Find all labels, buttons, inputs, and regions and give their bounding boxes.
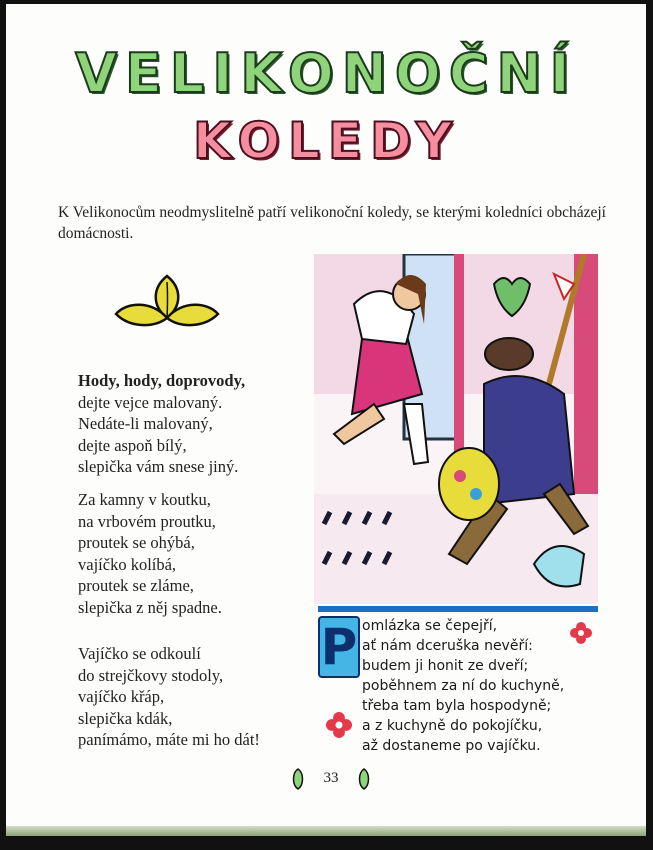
page-edge xyxy=(6,826,646,836)
title-line-1: VELIKONOČNÍ xyxy=(75,42,578,105)
verse-line: a z kuchyně do pokojíčku, xyxy=(362,718,543,734)
poem-line: slepička z něj spadne. xyxy=(78,597,222,617)
poem-line: slepička vám snese jiný. xyxy=(78,457,239,476)
poem-line: do strejčkovy stodoly, xyxy=(78,665,224,685)
flower-icon xyxy=(570,622,592,644)
poem-line: panímámo, máte mi ho dát! xyxy=(78,730,260,749)
poem-line: vajíčko křáp, xyxy=(78,687,165,706)
verse-line: třeba tam byla hospodyně; xyxy=(362,698,552,714)
poem-line: na vrbovém proutku, xyxy=(78,511,216,531)
page-ornament-icon xyxy=(290,768,306,790)
verse-block xyxy=(362,616,564,756)
poem-line: vajíčko kolíbá, xyxy=(78,554,177,574)
poem-line: dejte aspoň bílý, xyxy=(78,435,187,455)
poem-line: Vajíčko se odkoulí xyxy=(78,644,201,663)
flower-icon xyxy=(326,712,352,738)
intro-paragraph: K Velikonocům neodmyslitelně patří velikonoční koledy, se kterými koledníci obcházejí domácnosti. xyxy=(58,204,606,242)
poem-line: proutek se ohýbá, xyxy=(78,533,195,552)
leaf-ornament-icon xyxy=(112,272,222,334)
poem-line: dejte vejce malovaný. xyxy=(78,392,223,412)
verse-line: budem ji honit ze dveří; xyxy=(362,658,529,674)
page-number: 33 xyxy=(323,770,339,786)
poem-stanza-2 xyxy=(78,489,222,618)
poem-line: Nedáte-li malovaný, xyxy=(78,414,213,433)
poem-stanza-1 xyxy=(78,370,245,478)
poem-line: Za kamny v koutku, xyxy=(78,490,211,509)
verse-line: omlázka se čepejří, xyxy=(362,618,498,634)
easter-illustration xyxy=(314,254,598,604)
verse-line: poběhnem za ní do kuchyně, xyxy=(362,678,565,694)
verse-line: ať nám dceruška nevěří: xyxy=(362,638,533,654)
page-ornament-icon xyxy=(356,768,372,790)
title-line-2: KOLEDY xyxy=(192,112,461,170)
verse-line: až dostaneme po vajíčku. xyxy=(362,738,541,754)
poem-line: proutek se zláme, xyxy=(78,576,194,595)
poem-stanza-3 xyxy=(78,643,260,751)
drop-cap: P xyxy=(318,616,360,678)
blue-divider xyxy=(318,606,598,612)
poem-line: Hody, hody, doprovody, xyxy=(78,371,246,390)
poem-line: slepička kdák, xyxy=(78,708,173,728)
